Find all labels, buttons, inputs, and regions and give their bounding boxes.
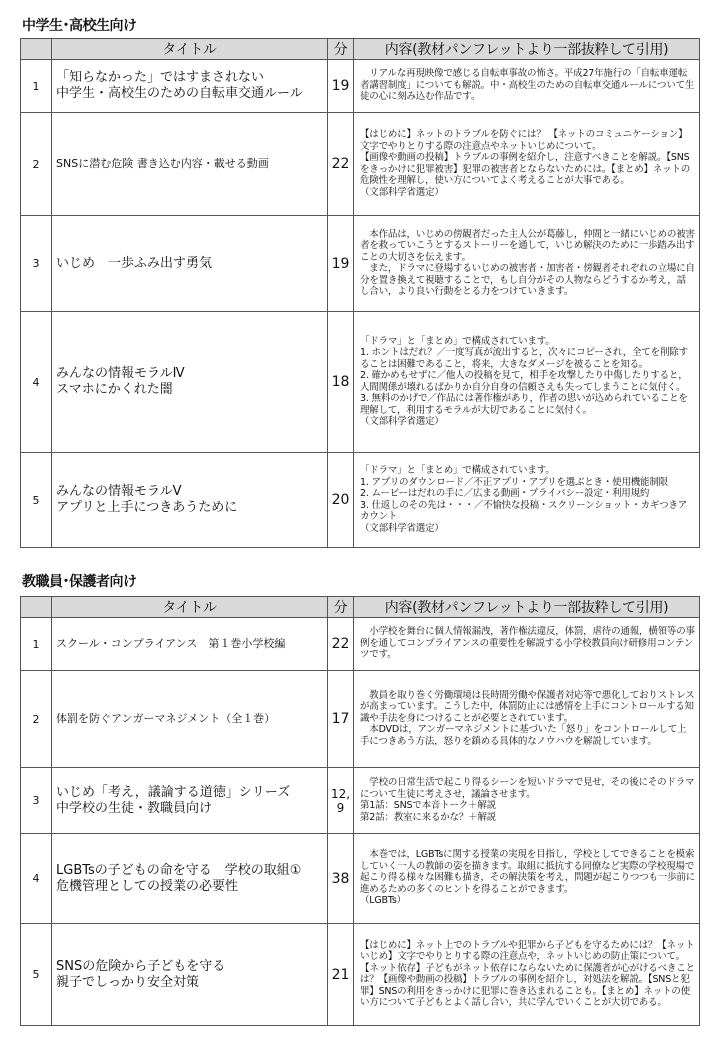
row-number: 2 [21,113,52,216]
row-title: SNSに潜む危険 書き込む内容・載せる動画 [52,113,328,216]
row-content: 本巻では，LGBTsに関する授業の実現を目指し，学校としてできることを模索していく一人の教師の姿を描きます。取組に抵抗する同僚など実際の学校現場で起こり得る様々な困難も描き，その解決策を考え，問題が起こりつつも一歩前に進めるための多くのヒントを得ることができます。 （LGBTs） [354,834,700,924]
table-row [21,453,700,548]
row-number: 5 [21,924,52,1026]
header-minutes: 分 [328,597,354,618]
row-number: 5 [21,453,52,548]
row-content: 【はじめに】ネット上でのトラブルや犯罪から子どもを守るためには？【ネットいじめ】文字でやりとりする際の注意点や，ネットいじめの防止策について。【ネット依存】子どもがネット依存にならないために保護者が心がけるべきことは？【画像や動画の投稿】トラブルの事例を紹介し，対処法を解説。【SNSと犯罪】SNSの利用をきっかけに犯罪に巻き込まれることも。【まとめ】ネットの使い方について子どもとよく話し合い，共に学んでいくことが大切である。 [354,924,700,1026]
row-content: 学校の日常生活で起こり得るシーンを短いドラマで見せ，その後にそのドラマについて生徒に考えさせ，議論させます。 第1話：SNSで本音トーク＋解説 第2話：教室に来るかな？＋解説 [354,768,700,834]
table-row [21,216,700,312]
row-content: リアルな再現映像で感じる自転車事故の怖さ。平成27年施行の「自転車運転者講習制度」についても解説。中・高校生のための自転車交通ルールについて生徒の心に刻み込む作品です。 [354,60,700,113]
row-minutes: 21 [328,924,354,1026]
staff-video-table [20,596,700,1026]
row-number: 1 [21,618,52,671]
students-video-table [20,38,700,548]
table-row [21,834,700,924]
table-row [21,60,700,113]
header-title: タイトル [52,597,328,618]
row-minutes: 22 [328,113,354,216]
row-title: いじめ「考え，議論する道徳」シリーズ 中学校の生徒・教職員向け [52,768,328,834]
table-row [21,312,700,453]
row-minutes: 22 [328,618,354,671]
row-minutes: 20 [328,453,354,548]
row-title: いじめ 一歩ふみ出す勇気 [52,216,328,312]
row-title: 「知らなかった」ではすまされない 中学生・高校生のための自転車交通ルール [52,60,328,113]
header-title: タイトル [52,39,328,60]
section-heading-students: 中学生･高校生向け [22,18,137,34]
row-number: 4 [21,834,52,924]
header-content: 内容(教材パンフレットより一部抜粋して引用) [354,39,700,60]
table-header-row [21,39,700,60]
row-content: 「ドラマ」と「まとめ」で構成されています。 1. ホントはだれ？／一度写真が流出すると，次々にコピーされ，全てを削除することは困難であること，将来，大きなダメージを被ることを知る。 2. 確かめもせずに／他人の投稿を見て，相手を攻撃したり中傷したりすると，人間関係が壊れるばかりか自分自身の信頼さえも失ってしまうことに気付く。 3. 無料のかげで／作品には著作権があり，作者の思いが込められていることを理解して，利用するモラルが大切であることに気付く。 （文部科学省選定） [354,312,700,453]
row-title: 体罰を防ぐアンガーマネジメント（全１巻） [52,671,328,768]
row-minutes: 19 [328,60,354,113]
row-content: 「ドラマ」と「まとめ」で構成されています。 1. アプリのダウンロード／不正アプリ・アプリを選ぶとき・使用機能制限 2. ムービーはだれの手に／広まる動画・プライバシー設定・利用規約 3. 仕返しのその先は・・・／不愉快な投稿・スクリーンショット・カギつきアカウント （文部科学省選定） [354,453,700,548]
table-row [21,768,700,834]
row-number: 3 [21,768,52,834]
row-title: みんなの情報モラルⅤ アプリと上手につきあうために [52,453,328,548]
table-row [21,618,700,671]
row-minutes: 38 [328,834,354,924]
row-minutes: 12, 9 [328,768,354,834]
row-number: 3 [21,216,52,312]
table-row [21,113,700,216]
row-minutes: 18 [328,312,354,453]
row-title: SNSの危険から子どもを守る 親子でしっかり安全対策 [52,924,328,1026]
table-row [21,671,700,768]
header-no [21,597,52,618]
header-no [21,39,52,60]
row-title: みんなの情報モラルⅣ スマホにかくれた闇 [52,312,328,453]
row-content: 本作品は，いじめの傍観者だった主人公が葛藤し，仲間と一緒にいじめの被害者を救っていこうとするストーリーを通して，いじめ解決のために一歩踏み出すことの大切さを伝えます。 また，ドラマに登場するいじめの被害者・加害者・傍観者それぞれの立場に自分を置き換えて視聴することで，もし自分がその人物ならどうするか考え，話し合い，より良い行動をとる力をつけていきます。 [354,216,700,312]
table-row [21,924,700,1026]
section-heading-staff: 教職員･保護者向け [22,574,137,590]
table-header-row [21,597,700,618]
row-number: 1 [21,60,52,113]
header-minutes: 分 [328,39,354,60]
row-content: 教員を取り巻く労働環境は長時間労働や保護者対応等で悪化しておりストレスが高まっています。こうした中，体罰防止には感情を上手にコントロールする知識や手法を身につけることが必要とされています。 本DVDは，アンガーマネジメントに基づいた「怒り」をコントロールして上手につきあう方法，怒りを鎮める具体的なノウハウを解説しています。 [354,671,700,768]
row-title: スクール・コンプライアンス 第１巻小学校編 [52,618,328,671]
row-minutes: 17 [328,671,354,768]
row-title: LGBTsの子どもの命を守る 学校の取組① 危機管理としての授業の必要性 [52,834,328,924]
row-minutes: 19 [328,216,354,312]
row-number: 4 [21,312,52,453]
row-number: 2 [21,671,52,768]
row-content: 小学校を舞台に個人情報漏洩，著作権法違反，体罰，虐待の通報，横領等の事例を通してコンプライアンスの重要性を解説する小学校教員向け研修用コンテンツです。 [354,618,700,671]
header-content: 内容(教材パンフレットより一部抜粋して引用) [354,597,700,618]
row-content: 【はじめに】ネットのトラブルを防ぐには？ 【ネットのコミュニケーション】文字でやりとりする際の注意点やネットいじめについて。 【画像や動画の投稿】トラブルの事例を紹介し，注意すべきことを解説。【SNSをきっかけに犯罪被害】犯罪の被害者とならないためには。【まとめ】ネットの危険性を理解し，使い方についてよく考えることが大事である。 （文部科学省選定） [354,113,700,216]
